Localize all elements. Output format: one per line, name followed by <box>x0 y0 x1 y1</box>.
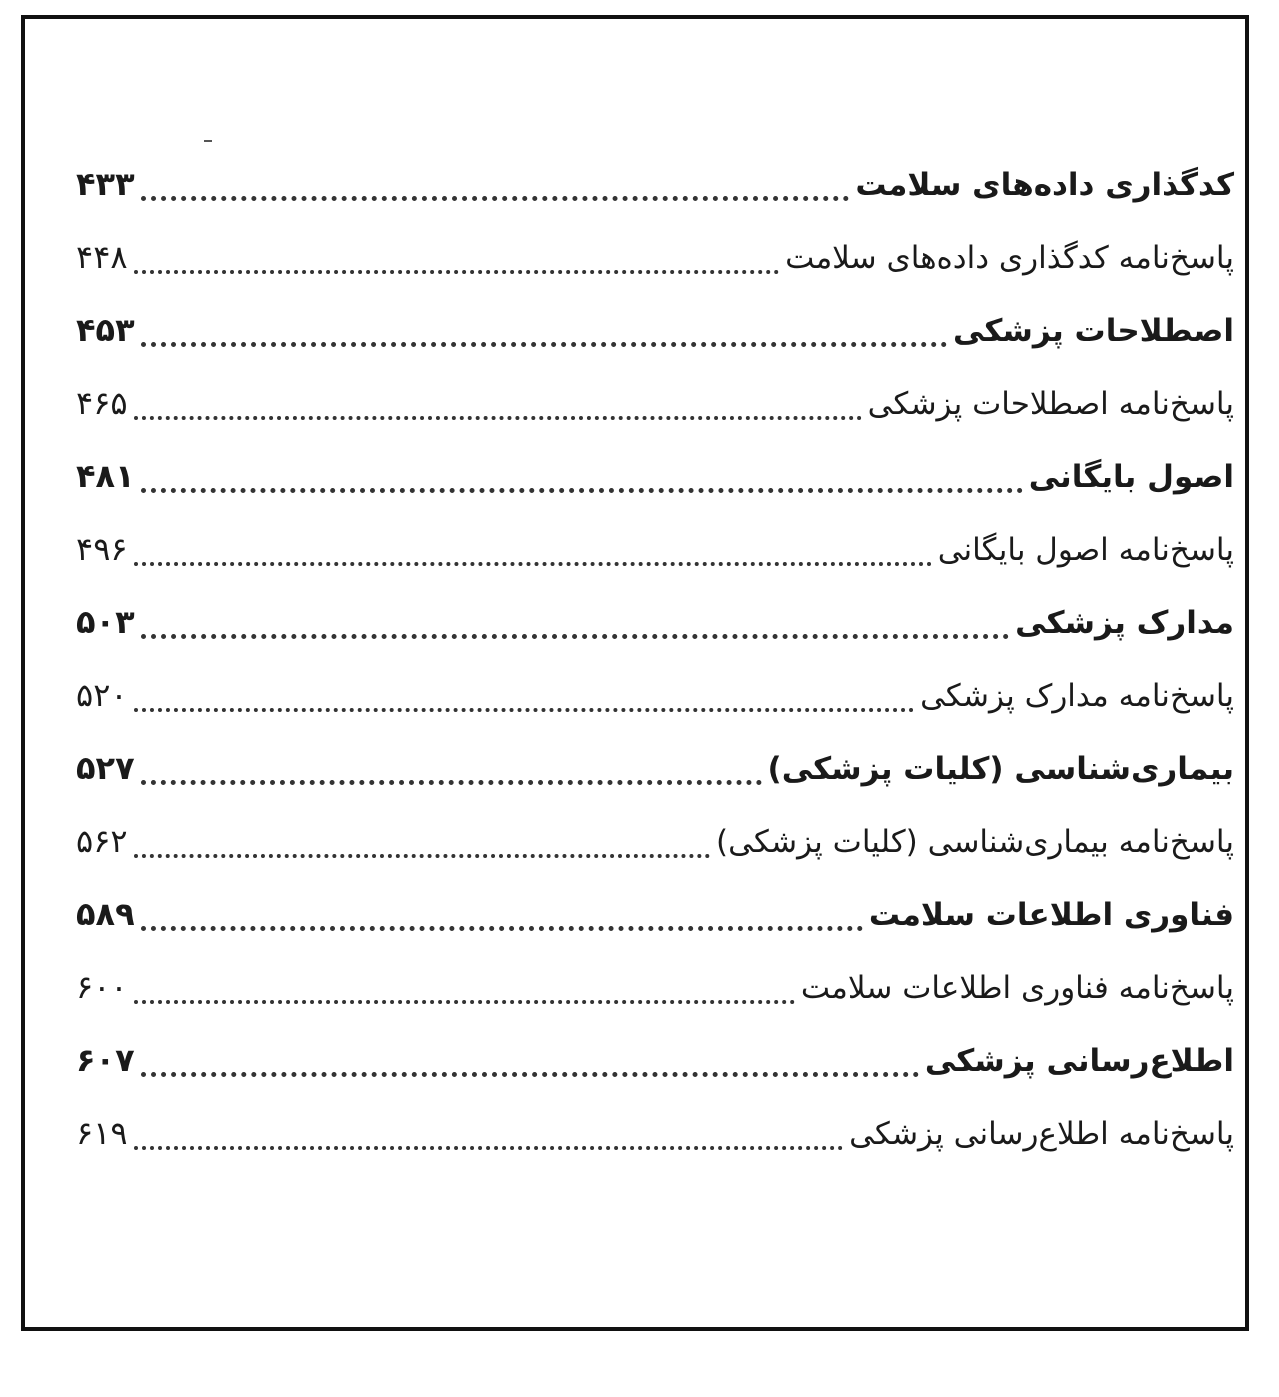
dot-leader <box>134 1000 795 1004</box>
toc-entry[interactable] <box>76 659 1234 732</box>
toc-entry[interactable] <box>76 586 1234 659</box>
toc-entry[interactable] <box>76 951 1234 1024</box>
toc-entry-page: ۴۵۳ <box>76 311 135 349</box>
toc-entry-title: اصطلاحات پزشکی <box>952 313 1234 349</box>
toc-entry-page: ۵۶۲ <box>76 822 128 860</box>
toc-entry-title: مدارک پزشکی <box>1015 605 1234 641</box>
toc-entry-title: کدگذاری داده‌های سلامت <box>855 167 1234 203</box>
scan-speck <box>204 140 212 142</box>
dot-leader <box>134 416 862 420</box>
toc-entry[interactable] <box>76 148 1234 221</box>
dot-leader <box>134 854 710 858</box>
dot-leader <box>134 562 932 566</box>
toc-entry-title: بیماری‌شناسی (کلیات پزشکی) <box>767 751 1234 787</box>
toc-entry-page: ۴۴۸ <box>76 238 128 276</box>
toc-entry-title: پاسخ‌نامه اطلاع‌رسانی پزشکی <box>849 1116 1234 1152</box>
toc-entry-title: پاسخ‌نامه اصول بایگانی <box>937 532 1234 568</box>
toc-entry-page: ۶۰۷ <box>76 1041 135 1079</box>
toc-entry-title: پاسخ‌نامه بیماری‌شناسی (کلیات پزشکی) <box>716 824 1234 860</box>
toc-entry[interactable] <box>76 805 1234 878</box>
toc-entry-title: پاسخ‌نامه اصطلاحات پزشکی <box>867 386 1234 422</box>
dot-leader <box>141 1072 919 1077</box>
toc-entry-page: ۴۹۶ <box>76 530 128 568</box>
toc-entry-page: ۵۲۰ <box>76 676 128 714</box>
toc-entry-title: پاسخ‌نامه کدگذاری داده‌های سلامت <box>785 240 1234 276</box>
toc-entry-page: ۵۰۳ <box>76 603 135 641</box>
toc-entry-title: اطلاع‌رسانی پزشکی <box>924 1043 1234 1079</box>
dot-leader <box>141 634 1009 639</box>
toc-entry[interactable] <box>76 221 1234 294</box>
toc-entry-title: پاسخ‌نامه فناوری اطلاعات سلامت <box>800 970 1234 1006</box>
toc-entry[interactable] <box>76 513 1234 586</box>
toc-entry[interactable] <box>76 1024 1234 1097</box>
toc-entry[interactable] <box>76 878 1234 951</box>
dot-leader <box>141 342 947 347</box>
toc-entry-title: اصول بایگانی <box>1028 459 1234 495</box>
dot-leader <box>141 488 1023 493</box>
toc-entry-page: ۴۳۳ <box>76 165 135 203</box>
dot-leader <box>134 270 780 274</box>
toc-entry-page: ۶۰۰ <box>76 968 128 1006</box>
toc-entry-page: ۶۱۹ <box>76 1114 128 1152</box>
toc-entry[interactable] <box>76 732 1234 805</box>
dot-leader <box>134 708 915 712</box>
toc-entry[interactable] <box>76 294 1234 367</box>
dot-leader <box>141 926 863 931</box>
dot-leader <box>134 1146 844 1150</box>
table-of-contents <box>76 148 1234 1170</box>
toc-entry[interactable] <box>76 367 1234 440</box>
toc-entry-page: ۴۶۵ <box>76 384 128 422</box>
toc-entry-page: ۵۸۹ <box>76 895 135 933</box>
dot-leader <box>141 780 762 785</box>
toc-entry-page: ۴۸۱ <box>76 457 135 495</box>
toc-entry[interactable] <box>76 440 1234 513</box>
toc-entry[interactable] <box>76 1097 1234 1170</box>
toc-entry-title: فناوری اطلاعات سلامت <box>868 897 1234 933</box>
toc-entry-page: ۵۲۷ <box>76 749 135 787</box>
toc-entry-title: پاسخ‌نامه مدارک پزشکی <box>920 678 1234 714</box>
dot-leader <box>141 196 850 201</box>
